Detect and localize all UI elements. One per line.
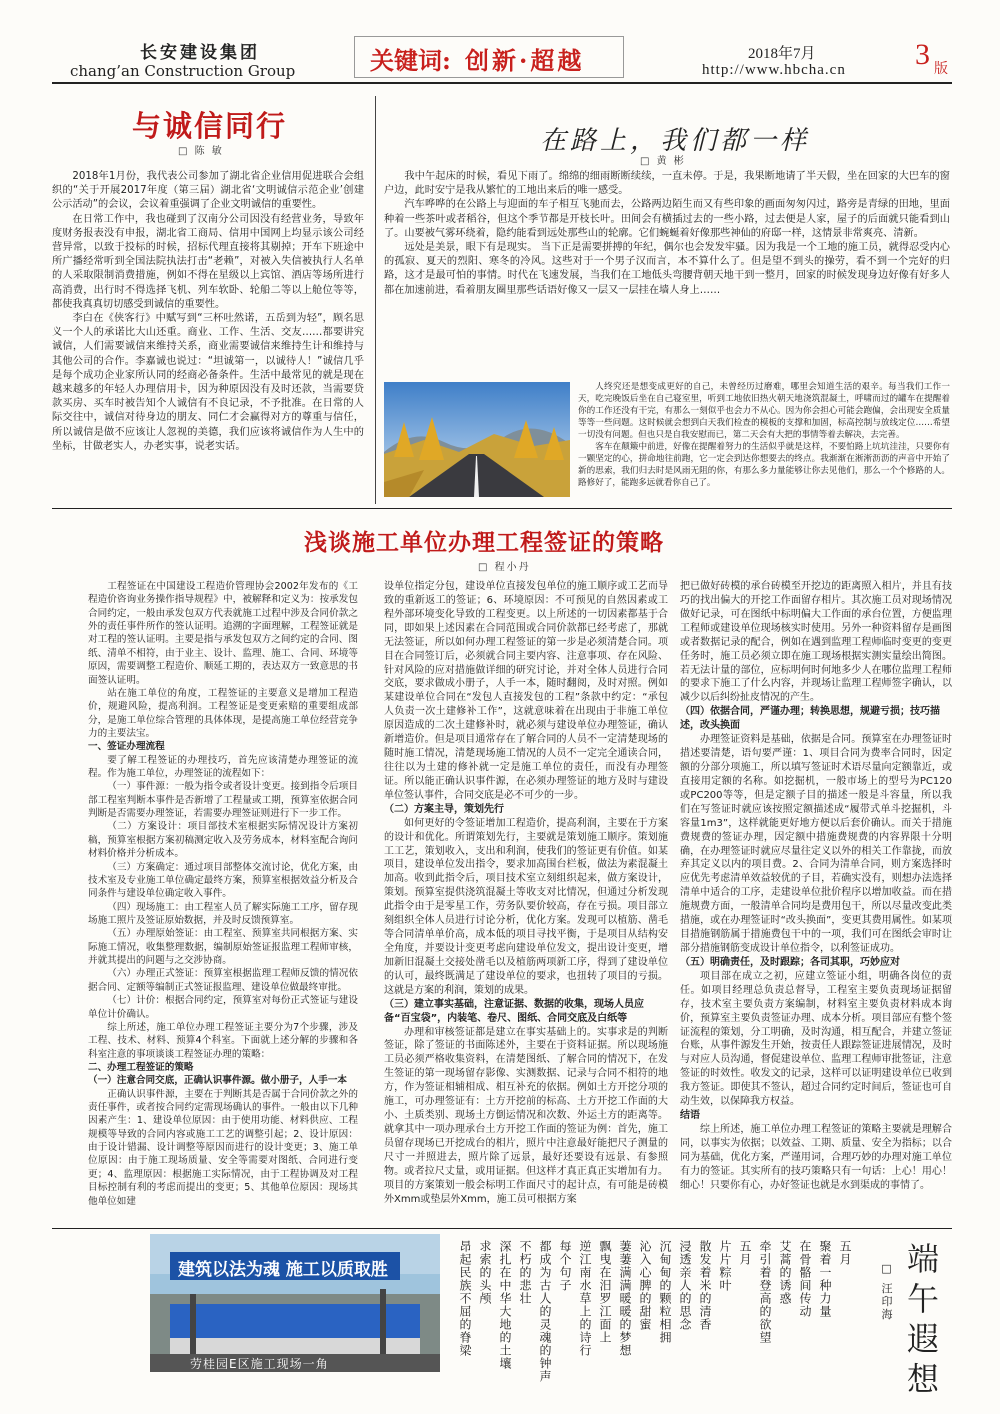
article3-column-3 [680, 580, 952, 1193]
paragraph: （七）计价：根据合同约定，预算室对每份正式签证与建设单位计价确认。 [88, 995, 358, 1020]
page-suffix: 版 [934, 61, 948, 77]
article3-author: □ 程小丹 [478, 562, 531, 573]
article2-body-right [578, 382, 950, 490]
section-heading: （四）依据合同，严谨办理；转换思想，规避亏损；技巧描述，改头换面 [680, 706, 940, 732]
poem-line: 片片粽叶 [718, 1240, 732, 1292]
article3-title: 浅谈施工单位办理工程签证的策略 [304, 530, 664, 556]
paragraph: 设单位指定分包，建设单位直接发包单位的施工顺序或工艺而导致的重新返工的签证；6、环境原因：不可预见的自然因素或工程外部环境变化导致的工程变更。以上所述的一切因素都基于合同，即如果上述因素在合同范围或合同价款都已经考虑了，那就无法签证，所以如何办理工程签证的第一步是必须清楚合同。项目在合同签订后，必须就合同主要内容、注意事项、存在风险、针对风险的应对措施做详细的研究讨论，并对全体人员进行合同交底，要求做成小册子，人手一本，随时翻阅，及时对照。例如某建设单位合同在“发包人直接发包的工程”条款中约定：“承包人负责一次土建修补工作”，这就意味着在出现由于非施工单位原因造成的二次土建修补时，就必须与建设单位办理签证，确认新增造价。但是项目通常存在了解合同的人员不一定清楚现场的随时施工情况，清楚现场施工情况的人员不一定完全通读合同，往往以为土建的修补就一定是施工单位的责任，而没有办理签证。所以能正确认识事件源，在必须办理签证的地方及时与建设单位签认事件，合同交底是必不可少的一步。 [384, 581, 668, 801]
company-name-cn: 长安建设集团 [140, 43, 260, 63]
paragraph: 李白在《侠客行》中赋写到“三杯吐然诺，五岳到为轻”，顾名思义一个人的承诺比大山还重。商业、工作、生活、交友……都要讲究诚信，人们需要诚信来维持关系，商业需要诚信来维持生计和维持与其他公司的合作。李嘉诚也说过：“坦诚第一，以诚待人！”诚信几乎是每个成功企业家所认同的经商必备条件。生活中最常见的就是现在越来越多的年轻人办理信用卡，因为种原因没有及时还款，当需要贷款买房、买车时被告知个人诚信有不良记录，不予批准。在日常的人际交往中，诚信对待身边的朋友、同仁才会赢得对方的尊重与信任，所以诚信是做不应该让人忽视的美德，我们应该将诚信作为人生中的坐标，甘做老实人，办老实事，说老实话。 [52, 313, 364, 452]
article1-title: 与诚信同行 [132, 109, 288, 143]
paragraph: （一）事件源：一般为指令或者设计变更。接到指令后项目部工程室判断本事件是否新增了工程量或工期，预算室依据合同判断是否需要办理签证，若需要办理签证则进行下一步工作。 [88, 781, 358, 820]
paragraph: （五）办理原始签证：由工程室、预算室共同根据方案、实际施工情况，收集整理数据，编制原始签证报监理工程师审核，并就其提出的问题与之交涉协商。 [88, 928, 358, 967]
paragraph: （四）现场施工：由工程室人员了解实际施工工序，留存现场施工照片及签证原始数据，并及时反馈预算室。 [88, 901, 358, 926]
section-rule [52, 1228, 952, 1229]
site-banner-text: 建筑以法为魂 施工以质取胜 [178, 1260, 388, 1280]
section-heading: 一、签证办理流程 [88, 741, 165, 753]
article3-column-1 [88, 580, 358, 1208]
poem-line: 沁入心脾的甜蜜 [638, 1240, 652, 1331]
article1-author: □ 陈 敏 [178, 146, 224, 157]
page-number: 3 [915, 38, 930, 71]
poem-line: 求索的头颅 [478, 1240, 492, 1305]
section-heading: （二）方案主导，策划先行 [384, 803, 504, 815]
road-photo [384, 382, 570, 497]
paragraph: 综上所述，施工单位办理工程签证主要分为7个步骤，涉及工程、技术、材料、预算4个科室。下面就上述分解的步骤和各科室注意的事项谈谈工程签证办理的策略： [88, 1021, 358, 1060]
poem-line: 浸透亲人的思念 [678, 1240, 692, 1331]
paragraph: （三）方案确定：通过项目部整体交流讨论，优化方案，由技术室及专业施工单位确定最终方案，预算室根据效益分析及合同条件与建设单位确定收入事件。 [88, 861, 358, 900]
paragraph: 2018年1月份，我代表公司参加了湖北省企业信用促进联合会组织的“关于开展2017年度（第三届）湖北省‘文明诚信示范企业’创建公示活动”的会议，会议着重强调了企业文明诚信的重要性。 [52, 171, 364, 211]
poem-line: 飘曳在汨罗江面上 [598, 1240, 612, 1344]
paragraph: 我中午起床的时候，看见下雨了。绵绵的细雨断断续续，一直未停。于是，我果断地请了半天假，坐在回家的大巴车的窗户边，此时安宁是我从繁忙的工地出来后的唯一感受。 [384, 171, 950, 197]
paragraph: （二）方案设计：项目部技术室根据实际情况设计方案初稿，预算室根据方案初稿测定收入及劳务成本，材料室配合询问材料价格并分析成本。 [88, 821, 358, 860]
section-heading: （一）注意合同交底，正确认识事件源。做小册子，人手一本 [88, 1075, 348, 1087]
poem-line: 牵引着登高的欲望 [758, 1240, 772, 1344]
paragraph: 要了解工程签证的办理技巧，首先应该清楚办理签证的流程。作为施工单位，办理签证的流程如下： [88, 754, 358, 780]
poem-line: 深扎在中华大地的土壤 [498, 1240, 512, 1370]
paragraph: 站在施工单位的角度，工程签证的主要意义是增加工程造价，规避风险，提高利润。工程签证是变更索赔的重要组成部分，是施工单位综合管理的具体体现，是提高施工单位经营竞争力的主要法宝。 [88, 687, 358, 739]
road-landscape-image [384, 382, 570, 497]
construction-site-photo [150, 1234, 440, 1372]
article2-body [384, 170, 950, 298]
paragraph: 客车在颠簸中前进，好像在提醒着努力的生活似乎就是这样，不要怕路上坑坑洼洼，只要你有一颗坚定的心，拼命地往前跑，它一定会到达你想要去的终点。我渐渐在淅淅沥沥的声音中开始了新的思索，我们归去时是风雨无阻的你，有那么多力量能够让你去见他们，那么一个个修路的人。路修好了，能跑多远就看你自己了。 [578, 441, 950, 488]
article2-title: 在路上，我们都一样 [540, 126, 811, 156]
poem-line: 在骨骼间传动 [798, 1240, 812, 1318]
article3-column-2 [384, 580, 668, 1206]
paragraph: 汽车哗哗的在公路上与迎面的车子相互飞驰而去，公路两边陌生而又有些印象的画面匆匆闪过，路旁是青绿的田地，里面种着一些茶叶或者稻谷，但这个季节都是开枝长叶。田间会有横插过去的一些小路，过去便是人家，屋子的后面就只能看到山了。山要被气雾环绕着，隐约能看到远处那些山的轮廓。它们蜿蜒着好像那些神仙的府邸一样，这情景非常爽亮、清新。 [384, 199, 950, 239]
article2-author: □ 黄 彬 [640, 156, 686, 167]
poem-line: 聚着一种力量 [818, 1240, 832, 1318]
keyword-label: 关键词: [370, 46, 451, 75]
site-url: http://www.hbcha.cn [702, 62, 846, 78]
paragraph: 工程签证在中国建设工程造价管理协会2002年发布的《工程造价咨询业务操作指导规程》中，被解释和定义为：按承发包合同约定，一般由承发包双方代表就施工过程中涉及合同价款之外的责任事件所作的签认证明。追溯的字面理解，工程签证就是对工程的签认证明。主要是指与承发包双方之间约定的合同、图纸、清单不相符，由于业主、设计、监理、施工、合同、环境等原因，需要调整工程造价、顺延工期的，表达双方一致意思的书面签认证明。 [88, 581, 358, 686]
keyword-words: 创新·超越 [465, 46, 585, 75]
section-heading: 结语 [680, 1110, 700, 1122]
poem-line: 散发着米的清香 [698, 1240, 712, 1331]
section-heading: （五）明确责任，及时跟踪；各司其职，巧妙应对 [680, 956, 900, 968]
section-rule [52, 508, 952, 509]
paragraph: 如何更好的令签证增加工程造价，提高利润，主要在于方案的设计和优化。所谓策划先行，主要就是策划施工顺序。策划施工工艺，策划收入，支出和利润，使我们的签证更有价值。如某项目，建设单位发出指令，要求加高围台栏板，做法为素混凝土加高。收到此指令后，项目技术室立刻组织起来，做方案设计，策划。预算室提供浇筑混凝土等收支对比情况，但通过分析发现此指令由于是零星工作，劳务队要价较高，存在亏损。项目部立刻组织全体人员进行讨论分析，优化方案。发现可以植筋、凿毛等合同清单单价高，成本低的项目寻找平衡，于是项目从结构安全角度，并要设计变更考虑向建设单位发文，提出设计变更，增加新旧混凝土交接处凿毛以及植筋两项新工序，得到了建设单位的认可，最终既满足了建设单位的要求，也扭转了项目的亏损。这就是方案的利润，策划的成果。 [384, 817, 668, 996]
paragraph: （六）办理正式签证：预算室根据监理工程师反馈的情况依据合同、定额等编制正式签证报监理、建设单位做最终审批。 [88, 968, 358, 993]
section-heading: 二、办理工程签证的策略 [88, 1061, 194, 1073]
poem-line: 沉甸甸的颗粒相拥 [658, 1240, 672, 1344]
paragraph: 办理签证资料是基础，依据是合同。预算室在办理签证时措述要清楚，语句要严谨：1、项目合同为费率合同时，因定额的分部分项施工，所以填写签证时术语尽量向定额靠近，或直接用定额的名称。如挖掘机，一般市场上的型号为PC120或PC200等等，但是定额子目的描述一般是斗容量，所以我们在写签证时就应该按照定额描述成“履带式单斗挖掘机，斗容量1m3”，这样就能更好地方便以后套价确认。而关于措施费规费的签证办理，因定额中措施费规费的内容界限十分明确，在办理签证时就应尽量往定义以外的相关工作靠拢，而放弃其定义以内的项目费。2、合同为清单合同，则方案选择时应优先考虑清单效益较优的子目，若确实没有，则想办法选择清单中适合的工序，走建设单位批价程序以增加收益。而在措施规费方面，一般清单合同均是费用包干，所以尽量改变此类措施，或在办理签证时“改头换面”，变更其费用属性。如某项目措施钢筋属于措施费包干中的一项，我们可在图纸会审时让部分措施钢筋变成设计单位指令，以利签证成功。 [680, 734, 952, 954]
poem-line: 每个句子 [558, 1240, 572, 1292]
paragraph: 综上所述，施工单位办理工程签证的策略主要就是理解合同，以事实为依据；以效益、工期、质量、安全为指标；以合同为基础，优化方案，严谨用词，合理巧妙的办理对施工单位有力的签证。其实所有的技巧策略只有一句话：上心！用心！细心！只要你有心，办好签证也就是水到渠成的事情了。 [680, 1123, 952, 1191]
paragraph: 把已做好砖模的承台砖模至开挖边的距离照入相片，并且有技巧的找出偏大的开挖工作面留存相片。其次施工员对现场情况做好记录，可在图纸中标明偏大工作面的承台位置，方便监理工程师或建设单位现场核实时使用。另外一种资料留存是画图或者数据记录的配合，例如在遇到监理工程师临时变更的变更任务时，施工员必须立即在施工现场根据实测实量绘出简图。若无法计量的部位，应标明何时何地多少人在哪位监理工程师的要求下施工了什么内容，并现场让监理工程师签字确认，以减少以后纠纷扯皮情况的产生。 [680, 581, 952, 704]
company-name-en: chang’an Construction Group [70, 62, 296, 80]
article1-body [52, 170, 364, 454]
header-rule [52, 82, 952, 84]
poem-line: 萋萋满满暖暖的梦想 [618, 1240, 632, 1357]
photo-caption: 劳桂园E区施工现场一角 [190, 1357, 329, 1371]
issue-date: 2018年7月 [748, 46, 816, 62]
poem-title: 端午遐想 [902, 1242, 940, 1402]
paragraph: 项目部在成立之初，应建立签证小组，明确各岗位的责任。如项目经理总负责总督导，工程室主要负责现场证据留存，技术室主要负责方案编制，材料室主要负责材料成本询价，预算室主要负责签证办理、成本分析。项目部应有整个签证流程的策划，分工明确，及时沟通，相互配合，并建立签证台账，从事件源发生开始，按责任人跟踪签证进展情况，及时与对应人员沟通，督促建设单位、监理工程师审批签证，注意签证的时效性。收发文的记录，这样可以证明建设单位已收到我方签证。即使其不签认，超过合同约定时间后，签证也可自动生效，以保障我方权益。 [680, 970, 952, 1108]
section-heading: （三）建立事实基础，注意证据、数据的收集，现场人员应备“百宝袋”，内装笔、卷尺、图纸、合同交底及白纸等 [384, 998, 644, 1024]
column-divider [375, 96, 376, 504]
paragraph: 在日常工作中，我也碰到了汉南分公司因没有经营业务，导致年度财务报表没有申报，湖北省工商局、信用中国网上均显示该公司经营异常，以致于投标的时候，招标代理直接将其剔掉；开车下班途中所广播经常听到全国法院执法打击“老赖”，对被入失信被执行人名单的人采取限制消费措施，例如不得在星级以上宾馆、酒店等场所进行高消费，出行时不得选择飞机、列车软卧、轮船二等以上舱位等等，都使我真真切切感受到诚信的重要性。 [52, 213, 364, 310]
poem-line: 五月 [738, 1240, 752, 1266]
poem-line: 昂起民族不屈的脊梁 [458, 1240, 472, 1357]
paragraph: 正确认识事件源，主要在于判断其是否属于合同价款之外的责任事件，或者按合同约定需现场确认的事件。一般由以下几种因素产生：1、建设单位原因：由于使用功能、材料供应、工程规模等导致的合同内容或施工工艺的调整引起；2、设计原因：由于设计错漏、设计调整等原因而进行的设计变更；3、施工单位原因：由于施工现场质量、安全等需要对图纸、合同进行变更；4、监理原因：根据施工实际情况，由于工程协调及对工程目标控制有利的考虑而提出的变更；5、其他单位原因：现场其他单位如建 [88, 1088, 358, 1207]
paragraph: 远处是美景，眼下有是现实。 当下正是需要拼搏的年纪，偶尔也会发发牢骚。因为我是一个工地的施工员，就得忍受内心的孤寂、夏天的烈阳、寒冬的冷风。这些对于一个男子汉而言，本不算什么了。但是望不到头的操劳，看不到一个完好的归路，这才是最可怕的事情。时代在飞速发展，当我们在工地低头弯腰背朝天地干到一整月，回家的时候发现身边好像有好多人都在加速前进，看着朋友圈里那些话语好像又一层又一层挂在墙人身上…… [384, 242, 950, 296]
paragraph: 人终究还是想变成更好的自己，未曾经历过磨难，哪里会知道生活的艰辛。每当我们工作一天，吃完晚饭后坐在自己寝室里，听到工地依旧热火朝天地浇筑混凝土，呼啸而过的罐车在提醒着你的工作还没有干完，有那么一刻似乎也会力不从心。因为你会担心可能会跑偏，会出现安全质量等等一些问题。这时候就会想到白天我们检查的模板的支撑和加固，标高控制与放线定位……希望一切没有问题。但也只是自我安慰而已，第二天会有大把的事情等着去解决，去完善。 [578, 382, 950, 440]
poem-line: 逆江南水草上的诗行 [578, 1240, 592, 1357]
poem-line: 都成为古人的灵魂的钟声 [538, 1240, 552, 1383]
poem-body [452, 1240, 852, 1400]
poem-line: 五月 [838, 1240, 852, 1266]
paragraph: 办理和审核签证都是建立在事实基础上的。实事求是的判断签证，除了签证的书面陈述外，主要在于资料证据。所以现场施工员必须严格收集资料，在清楚图纸、了解合同的情况下，在发生签证的第一现场留存影像、实测数据、记录与合同不相符的地方，作为签证相辅相成、相互补充的依据。例如土方开挖分项的施工，可办理签证有：土方开挖前的标高、土方开挖工作面的大小、土质类别、现场土方倒运情况和次数、外运土方的距离等。就拿其中一项办理承台土方开挖工作面的签证为例：首先，施工员留存现场已开挖成台的相片，照片中注意最好能把尺子测量的尺寸一并照进去，照片除了远景，最好还要设有远景、有参照物。或者拉尺丈量，或用证据。但这样才真正真正实增加有力。项目的方案策划一般会标明工作面尺寸的起计点，有可能是砖模外Xmm或垫层外Xmm，施工员可根据方案 [384, 1026, 668, 1205]
poem-line: 艾蒿的诱惑 [778, 1240, 792, 1305]
poem-author: □ 汪印海 [880, 1262, 893, 1322]
poem-line: 不朽的悲壮 [518, 1240, 532, 1305]
